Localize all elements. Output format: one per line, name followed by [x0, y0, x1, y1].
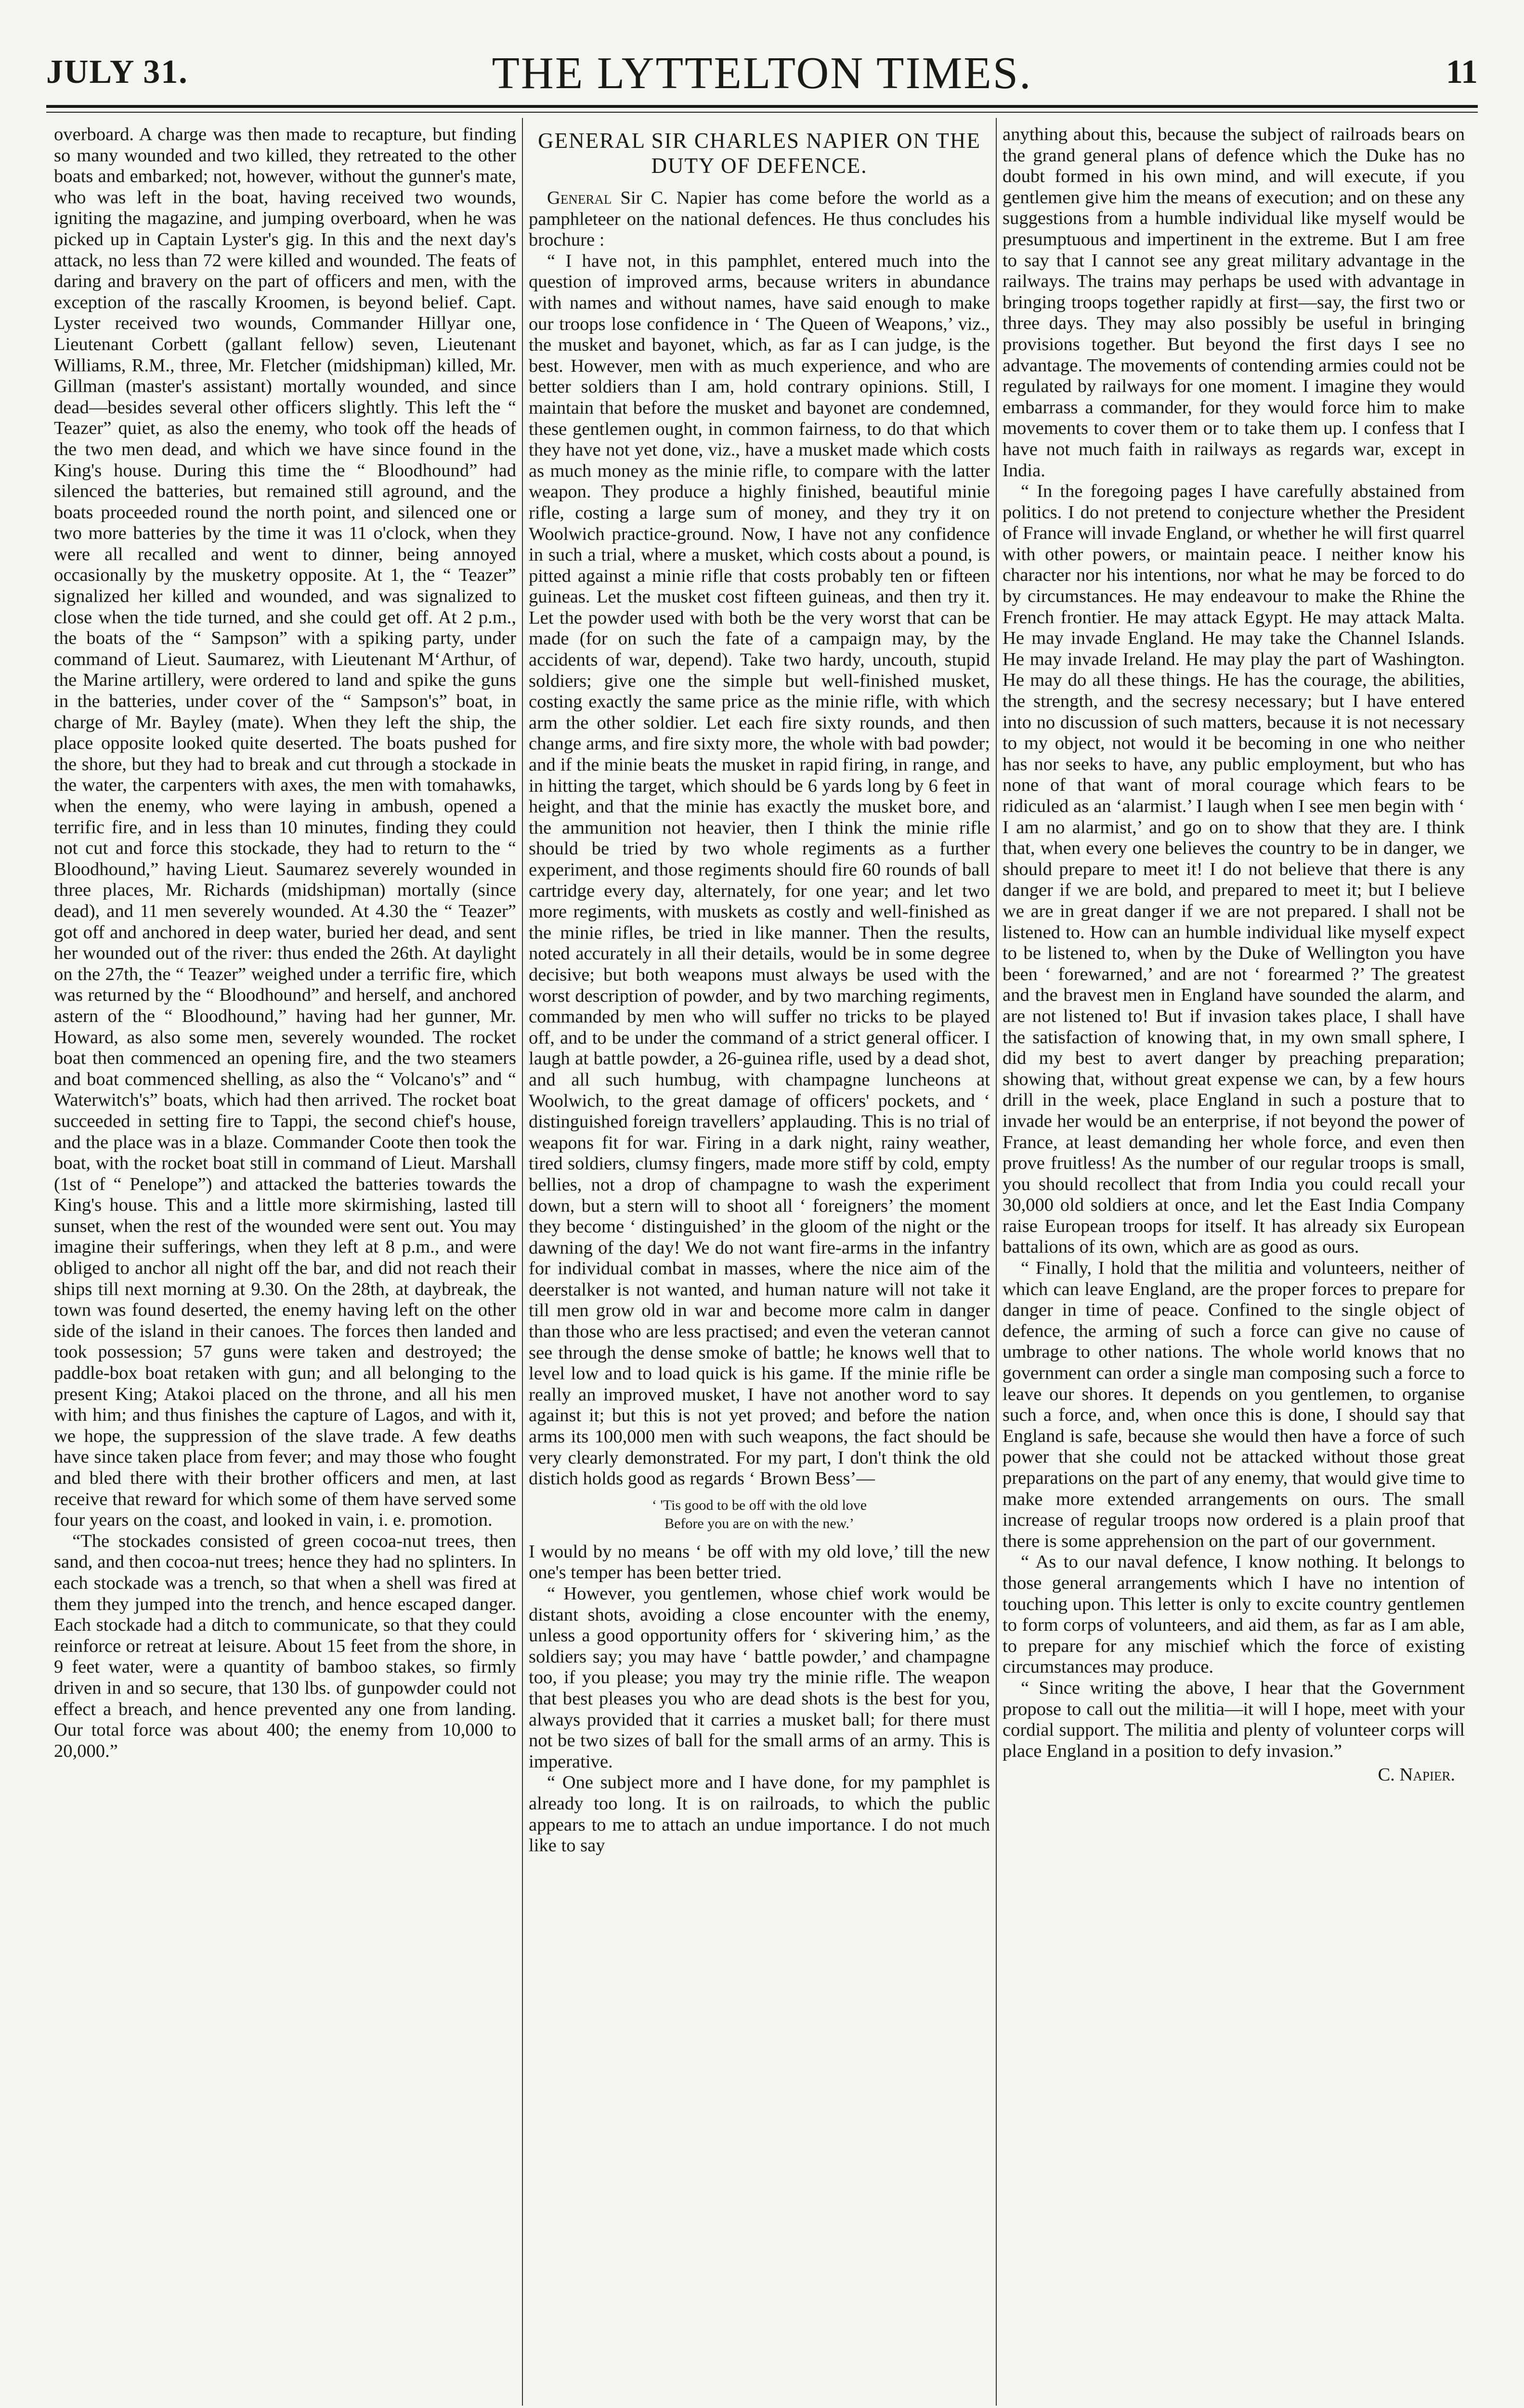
article-lead-word: General	[547, 188, 612, 208]
masthead-rule-thin	[46, 112, 1478, 113]
distich-line: ‘ 'Tis good to be off with the old love	[651, 1497, 867, 1513]
article-paragraph: “ I have not, in this pamphlet, entered much into the question of improved arms, because writers in abundance with names and without names, have said enough to make our troops lose confidence in ‘ The Queen of Weapons,’ viz., the musket and bayonet, which, as far as I can judge, is the best. However, men with as much experience, and who are better soldiers than I am, hold contrary opinions. Still, I maintain that before the musket and bayonet are condemned, these gentlemen ought, in common fairness, to do that which they have not yet done, viz., have a musket made which costs as much money as the minie rifle, to compare with the latter weapon. They produce a highly finished, beautiful minie rifle, costing a large sum of money, and they try it on Woolwich practice-ground. Now, I have not any confidence in such a trial, where a musket, which costs about a pound, is pitted against a minie rifle that costs probably ten or fifteen guineas. Let the musket cost fifteen guineas, and then try it. Let the powder used with both be the very worst that can be made (for on such the fate of a campaign may, by the accidents of war, depend). Take two hardy, uncouth, stupid soldiers; give one the simple but well-finished musket, costing exactly the same price as the minie rifle, with which arm the other soldier. Let each fire sixty rounds, and then change arms, and fire sixty more, the whole with bad powder; and if the minie beats the musket in rapid firing, in range, and in hitting the target, which should be 6 yards long by 6 feet in height, and that the minie has exactly the musket bore, and the ammunition not heavier, then I think the minie rifle should be tried by two whole regiments as a further experiment, and those regiments should fire 60 rounds of ball cartridge every day, alternately, for one year; and let two more regiments, with muskets as costly and well-finished as the minie rifles, be tried in like manner. Then the results, noted accurately in all their details, would be in some degree decisive; but both weapons must always be used with the worst description of powder, and by two marching regiments, commanded by men who will suffer no tricks to be played off, and to be under the command of a strict general officer. I laugh at battle powder, a 26-guinea rifle, used by a dead shot, and all such humbug, with champagne luncheons at Woolwich, to the great damage of officers' pockets, and ‘ distinguished foreign travellers’ applauding. This is no trial of weapons fit for war. Firing in a dark night, rainy weather, tired soldiers, clumsy fingers, made more stiff by cold, empty bellies, not a drop of champagne to wash the experiment down, but a stern will to shoot all ‘ foreigners’ the moment they become ‘ distinguished’ in the gloom of the night or the dawning of the day! We do not want fire-arms in the infantry for individual combat in masses, where the nice aim of the deerstalker is not wanted, and human nature will not take it till men grow old in war and become more calm in danger than those who are less practised; and even the veteran cannot see through the dense smoke of battle; he knows well that to level low and to load quick is his game. If the minie rifle be really an improved musket, I have not another word to say against it; but this is not yet proved; and before the nation arms its 100,000 men with such weapons, the fact should be very clearly demonstrated. For my part, I don't think the old distich holds good as regards ‘ Brown Bess’—	[529, 250, 990, 1489]
article-paragraph: “ However, you gentlemen, whose chief work would be distant shots, avoiding a close encounter with the enemy, unless a good opportunity offers for ‘ skivering him,’ as the soldiers say; you may have ‘ battle powder,’ and champagne too, if you please; you may try the minie rifle. The weapon that best pleases you who are dead shots is the best for you, always provided that it carries a musket ball; for there must not be two sizes of ball for the small arms of an army. This is imperative.	[529, 1584, 990, 1772]
author-signature: C. Napier.	[1378, 1765, 1455, 1785]
column-divider	[996, 118, 997, 2406]
column-3	[1003, 124, 1465, 2396]
article-paragraph: “ In the foregoing pages I have carefully abstained from politics. I do not pretend to conjecture whether the President of France will invade England, or whether he will first quarrel with other powers, or maintain peace. I neither know his character nor his intentions, nor what he may be forced to do by circumstances. He may endeavour to make the Rhine the French frontier. He may attack Egypt. He may attack Malta. He may invade England. He may take the Channel Islands. He may invade Ireland. He may play the part of Washington. He may do all these things. He has the courage, the abilities, the strength, and the secresy necessary; but I have entered into no discussion of such matters, because it is not necessary to my object, not would it be becoming in one who neither has nor seeks to have, any public employment, but who has none of that want of moral courage which fears to be ridiculed as an ‘alarmist.’ I laugh when I see men begin with ‘ I am no alarmist,’ and go on to show that they are. I think that, when every one believes the country to be in danger, we should prepare to meet it! I do not believe that there is any danger if we are bold, and prepared to meet it; but I believe we are in great danger if we are not prepared. I shall not be listened to. How can an humble individual like myself expect to be listened to, when by the Duke of Wellington you have been ‘ forewarned,’ and are not ‘ forearmed ?’ The greatest and the bravest men in England have sounded the alarm, and are not listened to! But if invasion takes place, I shall have the satisfaction of knowing that, in my own small sphere, I did my best to avert danger by preaching preparation; showing that, without great expense we can, by a few hours drill in the week, place England in such a posture that to invade her would be an enterprise, if not beyond the power of France, at least demanding her whole force, and even then prove fruitless! As the number of our regular troops is small, you should recollect that from India you could recall your 30,000 old soldiers at once, and let the East India Company raise European troops for itself. It has already six European battalions of its own, which are as good as ours.	[1003, 481, 1465, 1257]
article-paragraph: “ Finally, I hold that the militia and volunteers, neither of which can leave England, are the proper forces to prepare for danger in time of peace. Confined to the single object of defence, the arming of such a force can give no cause of umbrage to other nations. The whole world knows that no government can order a single man composing such a force to leave our shores. It depends on you gentlemen, to organise such a force, and, when once this is done, I should say that England is safe, because she would then have a force of such power that she could not be attacked without those great preparations on the part of any enemy, that would give time to make more extended arrangements on ours. The small increase of regular troops now ordered is a plain proof that there is some apprehension on the part of our government.	[1003, 1258, 1465, 1551]
article-paragraph: anything about this, because the subject of railroads bears on the grand general plans of defence which the Duke has no doubt formed in his own mind, and will execute, if you gentlemen give him the means of execution; and on these any suggestions from a humble individual like myself would be presumptuous and impertinent in the extreme. But I am free to say that I cannot see any great military advantage in the railways. The trains may perhaps be used with advantage in bringing troops together rapidly at first—say, the first two or three days. They may also possibly be useful in bringing provisions together. But beyond the first days I see no advantage. The movements of contending armies could not be regulated by railways for one moment. I imagine they would embarrass a commander, for they would force him to make movements to cover them or to take them up. I confess that I have not much faith in railways as regards war, except in India.	[1003, 124, 1465, 481]
article-paragraph: “ Since writing the above, I hear that the Government propose to call out the militia—it will I hope, meet with your cordial support. The militia and plenty of volunteer corps will place England in a position to defy invasion.”	[1003, 1677, 1465, 1761]
column-divider	[522, 118, 523, 2406]
lagos-report-paragraph: “The stockades consisted of green cocoa-nut trees, then sand, and then cocoa-nut trees; hence they had no splinters. In each stockade was a trench, so that when a shell was fired at them they jumped into the trench, and hence escaped danger. Each stockade had a ditch to communicate, so that they could reinforce or retreat at leisure. About 15 feet from the shore, in 9 feet water, were a quantity of bamboo stakes, so firmly driven in and so secure, that 130 lbs. of gunpowder could not effect a breach, and hence prevented any one from landing. Our total force was about 400; the enemy from 10,000 to 20,000.”	[54, 1531, 516, 1761]
issue-date: JULY 31.	[46, 53, 188, 91]
article-paragraph: “ One subject more and I have done, for my pamphlet is already too long. It is on railroads, to which the public appears to me to attach an undue importance. I do not much like to say	[529, 1772, 990, 1856]
article-paragraph: I would by no means ‘ be off with my old love,’ till the new one's temper has been better tried.	[529, 1541, 990, 1583]
distich-line: Before you are on with the new.’	[664, 1515, 854, 1531]
article-paragraph: “ As to our naval defence, I know nothing. It belongs to those general arrangements which I have no intention of touching upon. This letter is only to excite country gentlemen to form corps of volunteers, and aid them, as far as I am able, to prepare for any mischief which the force of existing circumstances may produce.	[1003, 1552, 1465, 1677]
distich-quote	[529, 1496, 990, 1533]
page-number: 11	[1446, 53, 1478, 91]
article-lead	[529, 188, 990, 251]
lagos-report-paragraph: overboard. A charge was then made to recapture, but finding so many wounded and two killed, they retreated to the other boats and embarked; not, however, without the gunner's mate, who was left in the boat, having received two wounds, igniting the magazine, and jumping overboard, when he was picked up in Captain Lyster's gig. In this and the next day's attack, no less than 72 were killed and wounded. The feats of daring and bravery on the part of officers and men, with the exception of the rascally Kroomen, is beyond belief. Capt. Lyster received two wounds, Commander Hillyar one, Lieutenant Corbett (gallant fellow) seven, Lieutenant Williams, R.M., three, Mr. Fletcher (midshipman) killed, Mr. Gillman (master's assistant) mortally wounded, and since dead—besides several other officers slightly. This left the “ Teazer” quiet, as also the enemy, who took off the heads of the two men dead, and which we have since found in the King's house. During this time the “ Bloodhound” had silenced the batteries, but remained still aground, and the boats proceeded round the north point, and silenced one or two more batteries by the time it was 11 o'clock, when they were all recalled and went to dinner, being annoyed occasionally by the musketry opposite. At 1, the “ Teazer” signalized her killed and wounded, and was signalized to close when the tide turned, and she could get off. At 2 p.m., the boats of the “ Sampson” with a spiking party, under command of Lieut. Saumarez, with Lieutenant M‘Arthur, of the Marine artillery, were ordered to land and spike the guns in the batteries, under cover of the “ Sampson's” boat, in charge of Mr. Bayley (mate). When they left the ship, the place opposite looked quite deserted. The boats pushed for the shore, but they had to break and cut through a stockade in the water, the carpenters with axes, the men with tomahawks, when the enemy, who were laying in ambush, opened a terrific fire, and in less than 10 minutes, finding they could not cut and force this stockade, they had to return to the “ Bloodhound,” having Lieut. Saumarez severely wounded in three places, Mr. Richards (midshipman) mortally (since dead), and 11 men severely wounded. At 4.30 the “ Teazer” got off and anchored in deep water, buried her dead, and sent her wounded out of the river: thus ended the 26th. At daylight on the 27th, the “ Teazer” weighed under a terrific fire, which was returned by the “ Bloodhound” and herself, and anchored astern of the “ Bloodhound,” having had her gunner, Mr. Howard, as also some men, severely wounded. The rocket boat then commenced an opening fire, and the two steamers and boat commenced shelling, as also the “ Volcano's” and “ Waterwitch's” boats, which had then arrived. The rocket boat succeeded in setting fire to Tappi, the second chief's house, and the place was in a blaze. Commander Coote then took the boat, with the rocket boat still in command of Lieut. Marshall (1st of “ Penelope”) and attacked the batteries towards the King's house. This and a little more skirmishing, lasted till sunset, when the rest of the wounded were sent out. You may imagine their sufferings, when they left at 8 p.m., and were obliged to anchor all night off the bar, and did not reach their ships till next morning at 9.30. On the 28th, at daybreak, the town was found deserted, the enemy having left on the other side of the island in their canoes. The forces then landed and took possession; 57 guns were taken and destroyed; the paddle-box boat retaken with gun; and all belonging to the present King; Atakoi placed on the throne, and all his men with him; and thus finishes the capture of Lagos, and with it, we hope, the suppression of the slave trade. A few deaths have since taken place from fever; and may those who fought and bled there with their brother officers and men, at last receive that reward for which some of them have served some four years on the coast, and looked in vain, i. e. promotion.	[54, 124, 516, 1531]
column-1	[54, 124, 516, 2396]
masthead	[46, 44, 1478, 102]
article-title: GENERAL SIR CHARLES NAPIER ON THE DUTY OF DEFENCE.	[538, 129, 981, 178]
column-2	[529, 124, 990, 2396]
masthead-rule-thick	[46, 105, 1478, 108]
newspaper-title: THE LYTTELTON TIMES.	[492, 48, 1032, 98]
article-lead-text: Sir C. Napier has come before the world as a pamphleteer on the national defences. He thus concludes his brochure :	[529, 188, 990, 250]
